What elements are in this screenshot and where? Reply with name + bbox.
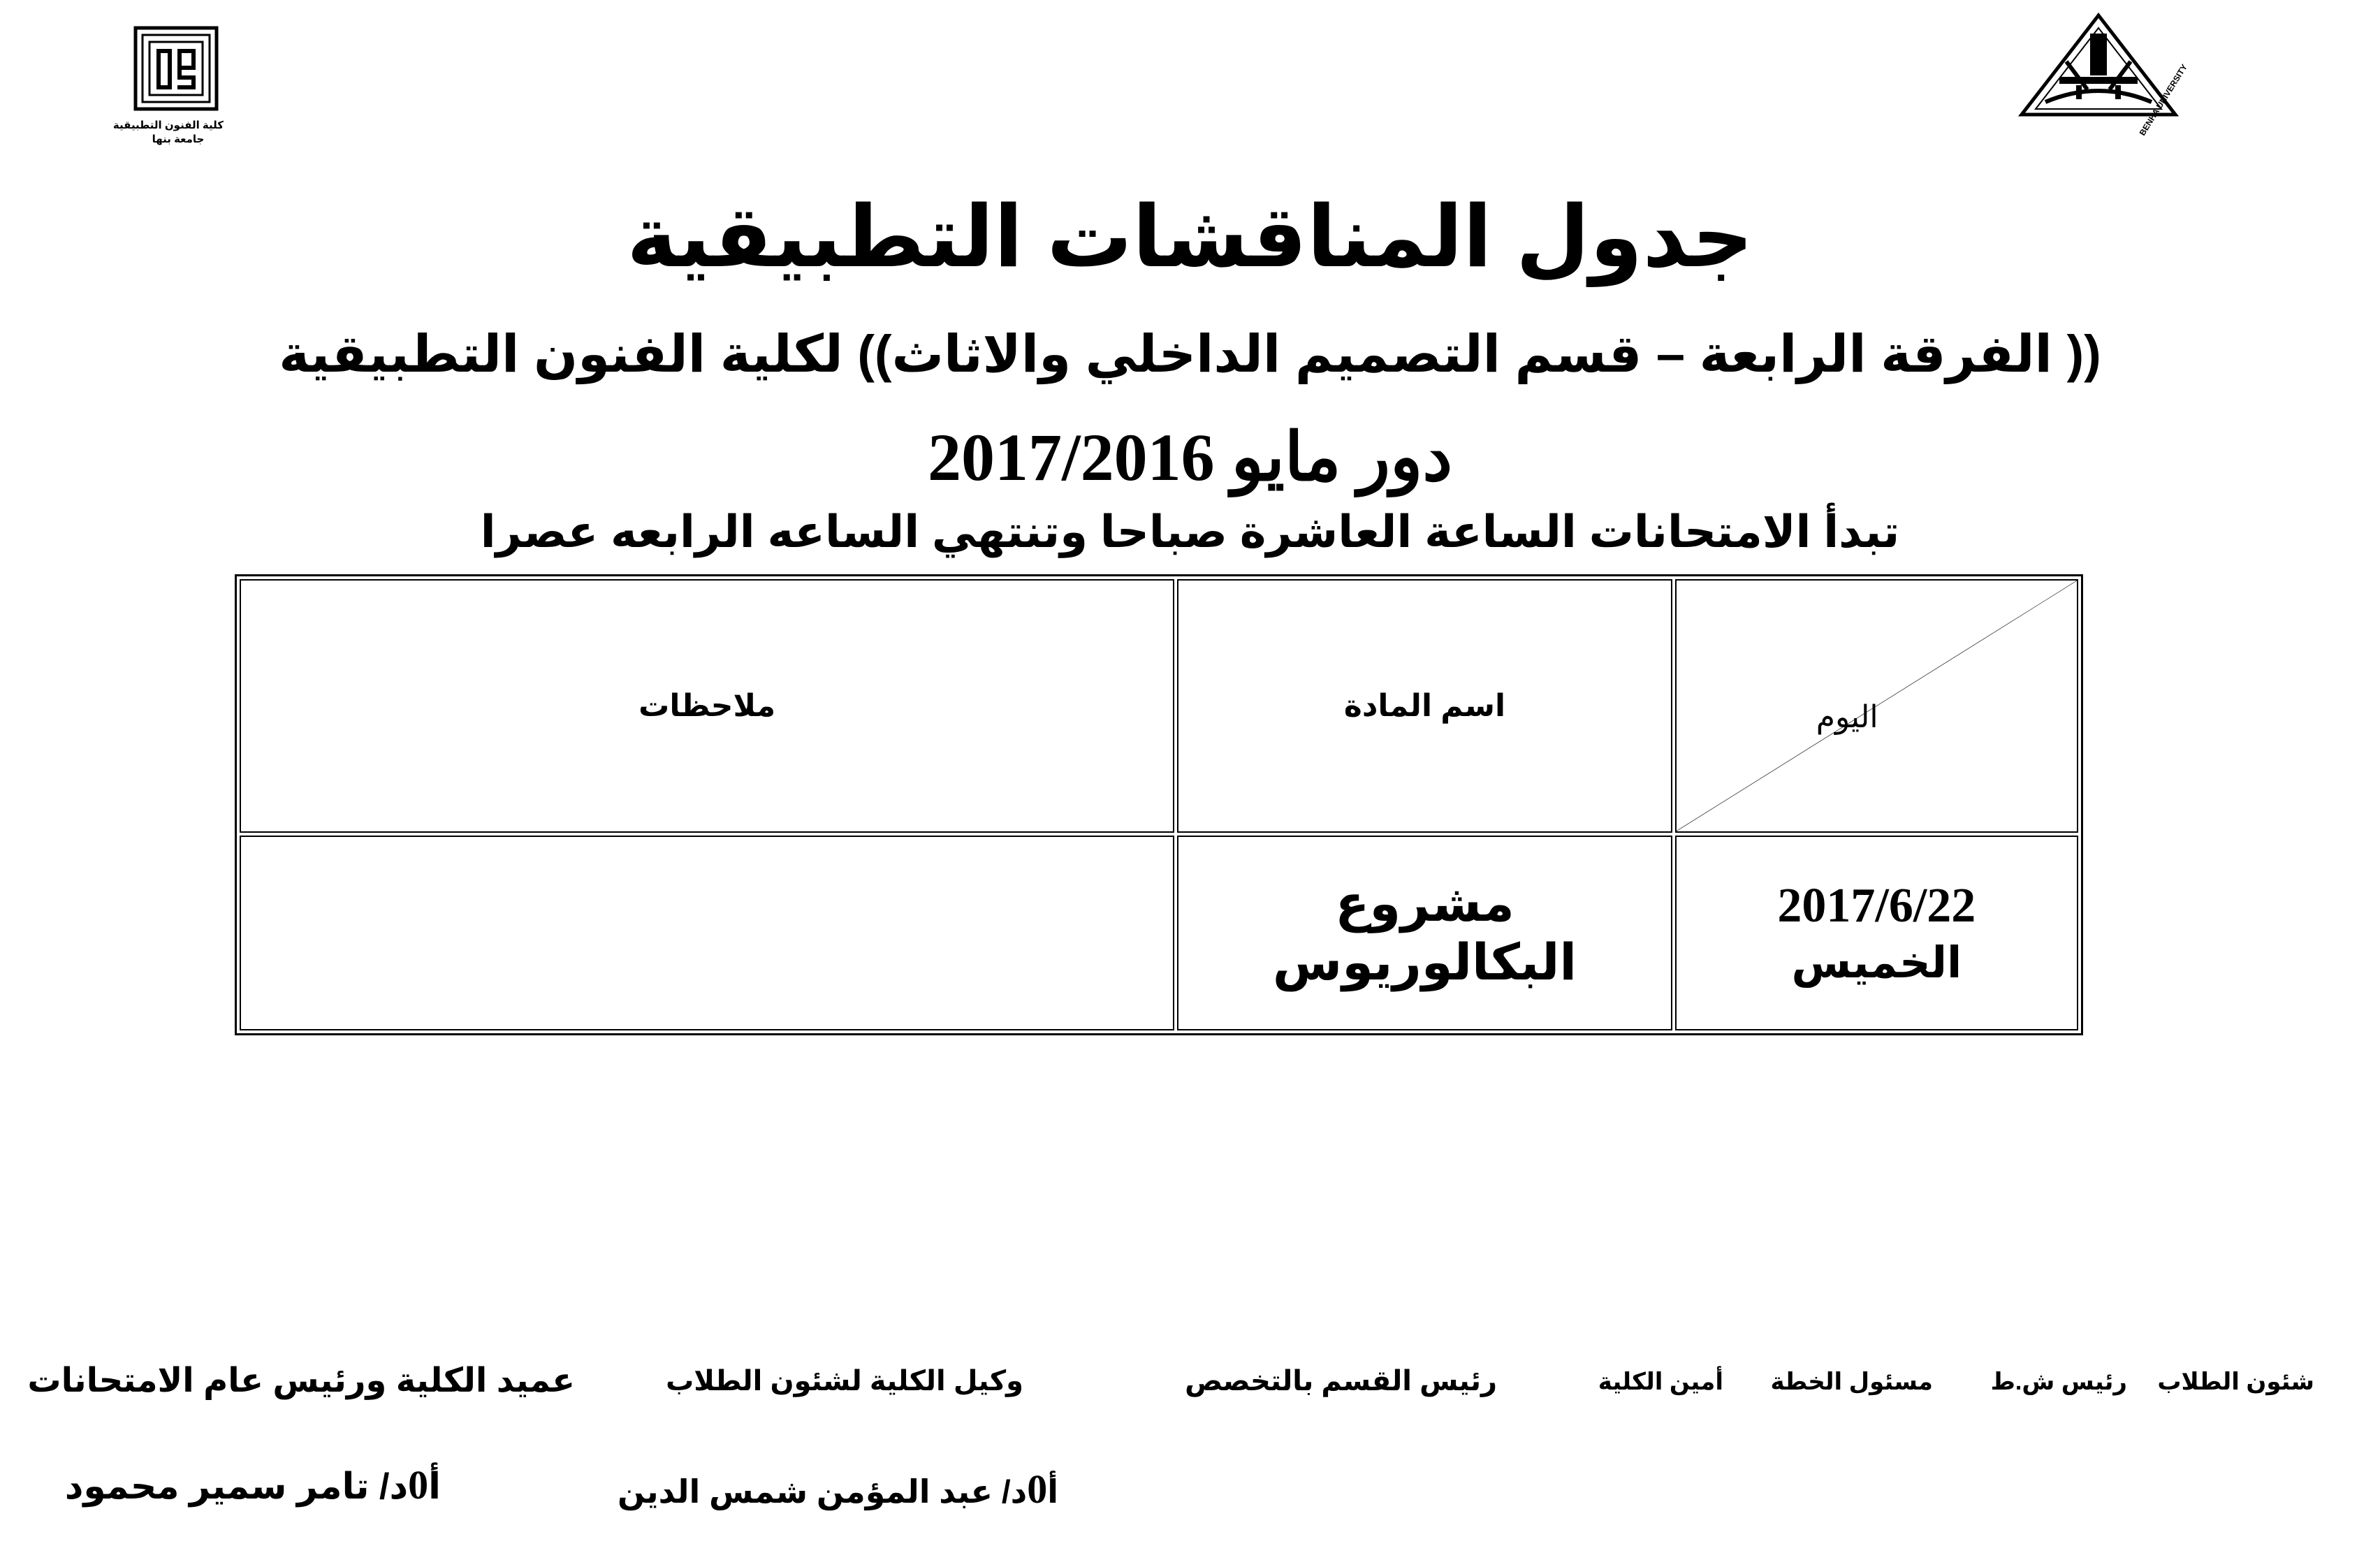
exam-session: دور مايو 2017/2016: [927, 420, 1453, 495]
signature-college-secretary: أمين الكلية: [1598, 1369, 1723, 1395]
prof-prefix: أ: [1047, 1473, 1058, 1510]
page-subtitle: (( الفرقة الرابعة – قسم التصميم الداخلي والاثاث)) لكلية الفنون التطبيقية: [279, 325, 2101, 383]
faculty-emblem-icon: [112, 25, 238, 131]
university-name-caption-ar: جامعة بنها: [152, 133, 205, 145]
vice-dean-name-line: [618, 1466, 1058, 1512]
faculty-name-caption: كلية الفنون التطبيقية: [112, 119, 224, 131]
schedule-table: [235, 574, 2083, 1035]
page-title: جدول المناقشات التطبيقية: [627, 189, 1753, 284]
day-header-cell: [1675, 579, 2078, 833]
signature-plan-officer: مسئول الخطة: [1770, 1369, 1933, 1395]
table-row: [240, 836, 2078, 1030]
signature-student-affairs: شئون الطلاب: [2157, 1369, 2314, 1395]
exam-date: 2017/6/22: [1777, 878, 1976, 933]
university-emblem-icon: [2017, 13, 2180, 117]
notes-cell: [240, 836, 1174, 1030]
signature-dept-head: رئيس القسم بالتخصص: [1185, 1366, 1497, 1397]
dean-name: د/ تامر سمير محمود: [64, 1466, 409, 1507]
table-header-row: [240, 579, 2078, 833]
day-cell: [1675, 836, 2078, 1030]
subject-header-cell: اسم المادة: [1177, 579, 1672, 833]
prof-prefix: أ: [428, 1466, 441, 1507]
subject-cell: [1177, 836, 1672, 1030]
day-header-label: اليوم: [1816, 700, 1878, 734]
exam-weekday: الخميس: [1791, 938, 1962, 987]
exam-time-note: تبدأ الامتحانات الساعة العاشرة صباحا وتنتهي الساعه الرابعه عصرا: [480, 506, 1900, 557]
signature-vice-dean: وكيل الكلية لشئون الطلاب: [666, 1366, 1023, 1397]
faculty-logo: [112, 25, 238, 172]
subject-name: مشروع البكالوريوس: [1272, 876, 1577, 991]
signature-dean: عميد الكلية ورئيس عام الامتحانات: [27, 1362, 575, 1399]
vice-dean-name: د/ عبد المؤمن شمس الدين: [617, 1473, 1028, 1510]
prof-zero: 0: [408, 1462, 429, 1508]
dean-name-line: [65, 1461, 441, 1508]
signature-head-sh-t: رئيس ش.ط: [1990, 1369, 2127, 1395]
benha-university-logo: [2017, 13, 2189, 138]
notes-header-cell: ملاحظات: [240, 579, 1174, 833]
university-name-caption: BENHA UNIVERSITY: [2137, 62, 2189, 138]
prof-zero: 0: [1027, 1466, 1048, 1512]
